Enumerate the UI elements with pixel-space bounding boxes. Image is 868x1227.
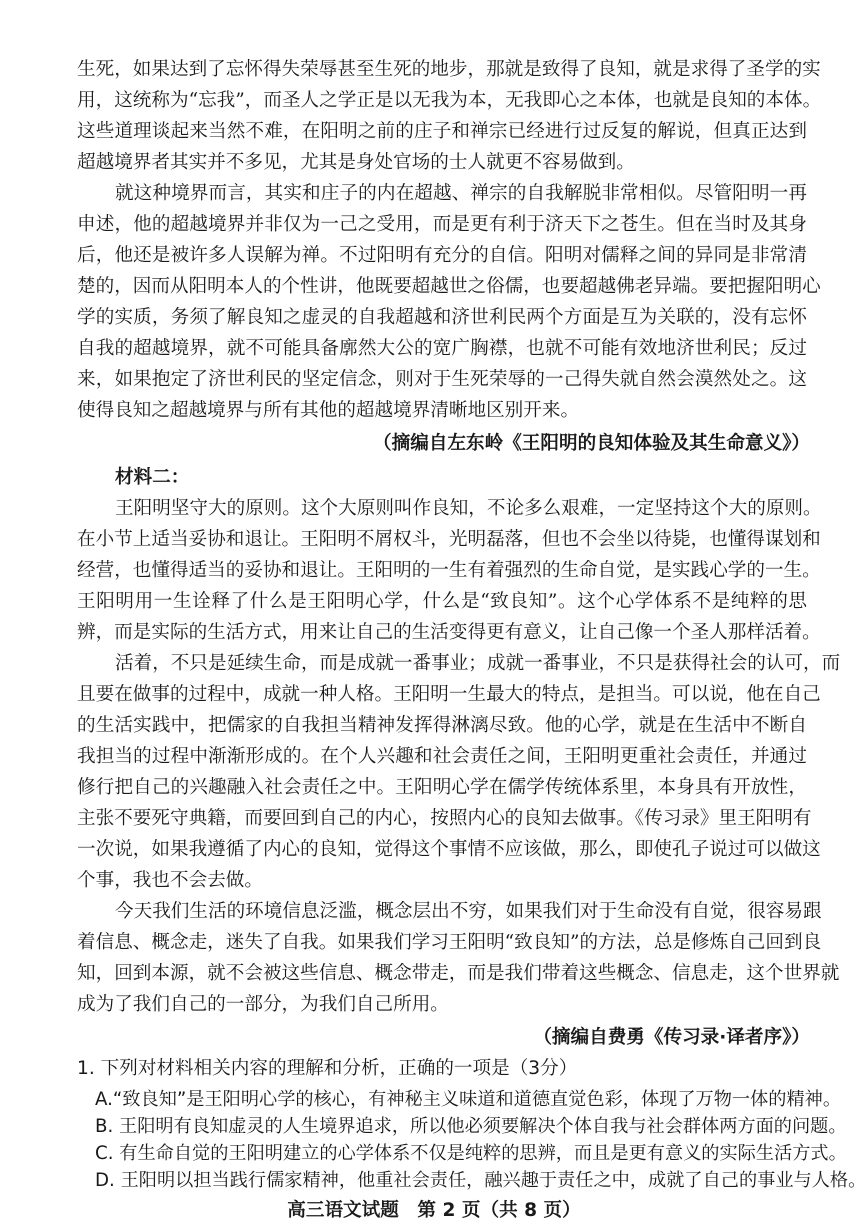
paragraph3-line: 辨，而是实际的生活方式，用来让自己的生活变得更有意义，让自己像一个圣人那样活着。 (77, 622, 821, 643)
question1-option-a: A.“致良知”是王阳明心学的核心，有神秘主义味道和道德直觉色彩，体现了万物一体的精神。 (95, 1089, 842, 1110)
paragraph3-line: 王阳明用一生诠释了什么是王阳明心学，什么是“致良知”。这个心学体系不是纯粹的思 (77, 591, 807, 612)
question1-stem: 1. 下列对材料相关内容的理解和分析，正确的一项是（3分） (77, 1058, 578, 1079)
paragraph4-line: 活着，不只是延续生命，而是成就一番事业；成就一番事业，不只是获得社会的认可，而 (115, 653, 841, 674)
paragraph4-line: 一次说，如果我遵循了内心的良知，觉得这个事情不应该做，那么，即使孔子说过可以做这 (77, 839, 821, 860)
paragraph4-line: 个事，我也不会去做。 (77, 870, 263, 891)
question1-option-d: D. 王阳明以担当践行儒家精神，他重社会责任，融兴趣于责任之中，成就了自己的事业与人格。 (95, 1170, 867, 1191)
paragraph1-line: 生死，如果达到了忘怀得失荣辱甚至生死的地步，那就是致得了良知，就是求得了圣学的实 (77, 59, 821, 80)
paragraph2-line: 自我的超越境界，就不可能具备廓然大公的宽广胸襟，也就不可能有效地济世利民；反过 (77, 338, 807, 359)
paragraph2-line: 后，他还是被许多人误解为禅。不过阳明有充分的自信。阳明对儒释之间的异同是非常清 (77, 245, 807, 266)
paragraph2-line: 使得良知之超越境界与所有其他的超越境界清晰地区别开来。 (77, 400, 580, 421)
material2-heading: 材料二： (115, 467, 190, 488)
paragraph2-line: 申述，他的超越境界并非仅为一己之受用，而是更有利于济天下之苍生。但在当时及其身 (77, 214, 807, 235)
paragraph5-line: 知，回到本源，就不会被这些信息、概念带走，而是我们带着这些概念、信息走，这个世界就 (77, 963, 840, 984)
paragraph2-line: 学的实质，务须了解良知之虚灵的自我超越和济世利民两个方面是互为关联的，没有忘怀 (77, 307, 807, 328)
paragraph2-line: 楚的，因而从阳明本人的个性讲，他既要超越世之俗儒，也要超越佛老异端。要把握阳明心 (77, 276, 821, 297)
paragraph5-line: 着信息、概念走，迷失了自我。如果我们学习王阳明“致良知”的方法，总是修炼自己回到良 (77, 932, 822, 953)
paragraph4-line: 我担当的过程中渐渐形成的。在个人兴趣和社会责任之间，王阳明更重社会责任，并通过 (77, 746, 807, 767)
paragraph3-line: 在小节上适当妥协和退让。王阳明不屑权斗，光明磊落，但也不会坐以待毙，也懂得谋划和 (77, 529, 821, 550)
paragraph3-line: 王阳明坚守大的原则。这个大原则叫作良知，不论多么艰难，一定坚持这个大的原则。 (115, 498, 822, 519)
paragraph2-line: 就这种境界而言，其实和庄子的内在超越、禅宗的自我解脱非常相似。尽管阳明一再 (115, 183, 807, 204)
paragraph1-line: 超越境界者其实并不多见，尤其是身处官场的士人就更不容易做到。 (77, 152, 635, 173)
paragraph2-line: 来，如果抱定了济世利民的坚定信念，则对于生死荣辱的一己得失就自然会漠然处之。这 (77, 369, 807, 390)
paragraph5-line: 成为了我们自己的一部分，为我们自己所用。 (77, 994, 449, 1015)
paragraph4-line: 的生活实践中，把儒家的自我担当精神发挥得淋漓尽致。他的心学，就是在生活中不断自 (77, 715, 807, 736)
question1-option-c: C. 有生命自觉的王阳明建立的心学体系不仅是纯粹的思辨，而且是更有意义的实际生活方式。 (95, 1143, 847, 1164)
paragraph1-line: 这些道理谈起来当然不难，在阳明之前的庄子和禅宗已经进行过反复的解说，但真正达到 (77, 121, 807, 142)
question1-option-b: B. 王阳明有良知虚灵的人生境界追求，所以他必须要解决个体自我与社会群体两方面的问题。 (95, 1116, 847, 1137)
paragraph1-line: 用，这统称为“忘我”，而圣人之学正是以无我为本，无我即心之本体，也就是良知的本体。 (77, 90, 822, 111)
page-footer: 高三语文试题 第 2 页（共 8 页） (287, 1200, 581, 1221)
paragraph5-line: 今天我们生活的环境信息泛滥，概念层出不穷，如果我们对于生命没有自觉，很容易跟 (115, 901, 822, 922)
paragraph4-line: 且要在做事的过程中，成就一种人格。王阳明一生最大的特点，是担当。可以说，他在自己 (77, 684, 821, 705)
paragraph4-line: 修行把自己的兴趣融入社会责任之中。王阳明心学在儒学传统体系里，本身具有开放性， (77, 777, 807, 798)
question1-option-d-wrapper (95, 1169, 867, 1193)
paragraph4-line: 主张不要死守典籍，而要回到自己的内心，按照内心的良知去做事。《传习录》里王阳明有 (77, 808, 812, 829)
source-citation-1: （摘编自左东岭《王阳明的良知体验及其生命意义》） (373, 433, 810, 454)
paragraph3-line: 经营，也懂得适当的妥协和退让。王阳明的一生有着强烈的生命自觉，是实践心学的一生。 (77, 560, 821, 581)
source-citation-2: （摘编自费勇《传习录·译者序》） (533, 1027, 810, 1048)
